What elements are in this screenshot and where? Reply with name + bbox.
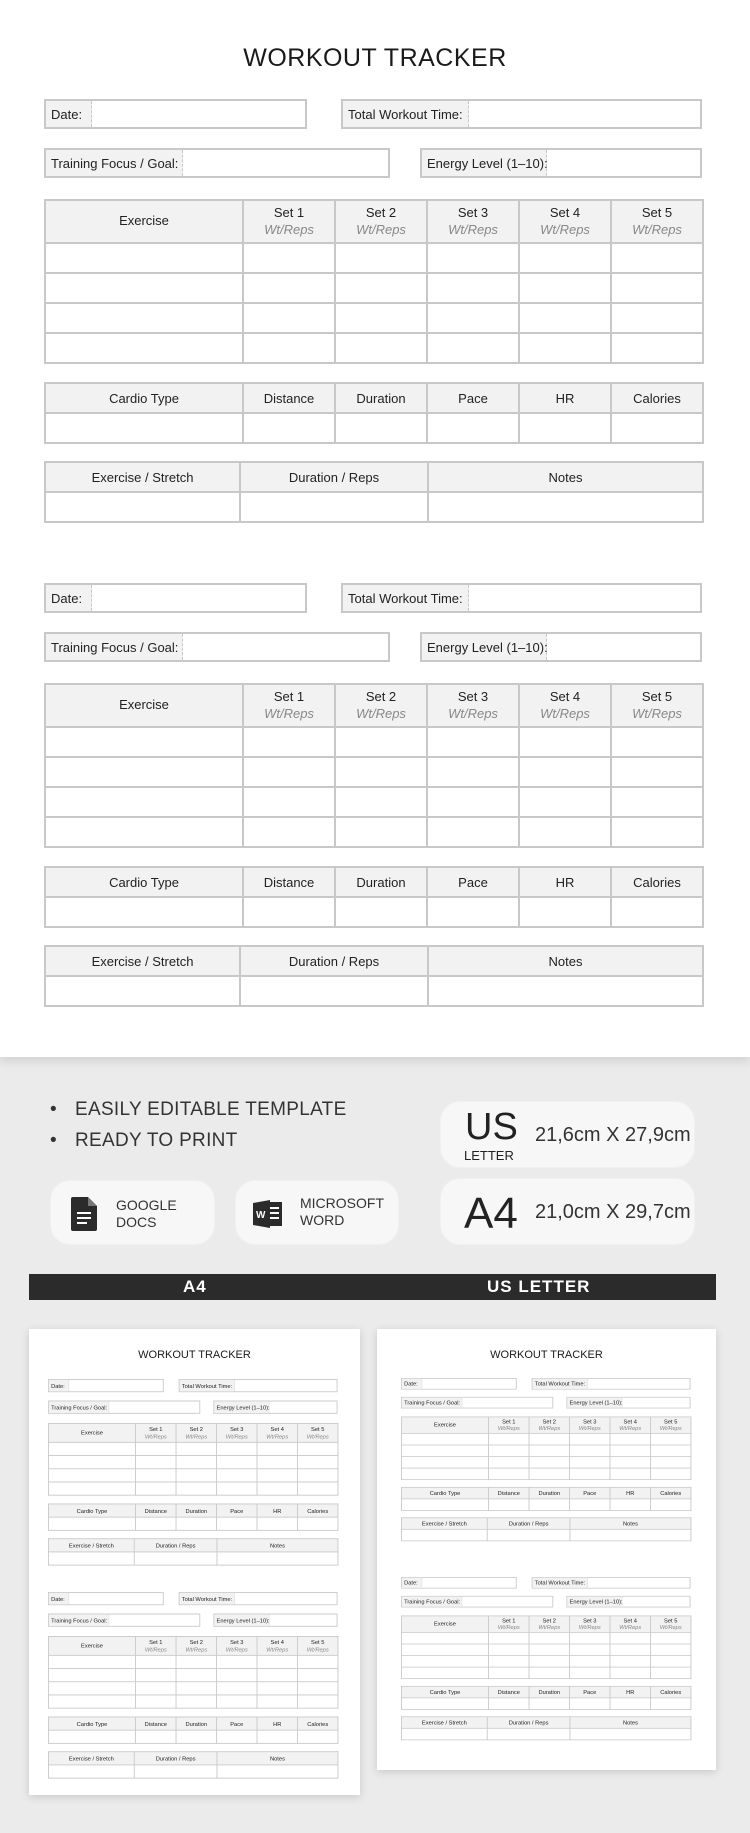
- date-label: Date:: [46, 101, 92, 127]
- energy-field[interactable]: [420, 632, 702, 662]
- stretch-table: [401, 1716, 691, 1740]
- focus-input[interactable]: [462, 1398, 552, 1408]
- size-dimensions: 21,6cm X 27,9cm: [535, 1124, 691, 1146]
- stretch-table: [44, 945, 704, 1007]
- focus-label: Training Focus / Goal:: [49, 1401, 109, 1412]
- pace-header: Pace: [217, 1504, 257, 1517]
- exercise-table: [48, 1423, 338, 1496]
- pace-header: Pace: [570, 1686, 610, 1698]
- total-time-label: Total Workout Time:: [533, 1379, 588, 1389]
- stretch-table: [48, 1751, 338, 1778]
- date-field[interactable]: [401, 1378, 517, 1390]
- table-row[interactable]: [48, 1482, 338, 1495]
- total-time-field[interactable]: [532, 1577, 691, 1589]
- table-row[interactable]: [48, 1456, 338, 1469]
- notes-header: Notes: [570, 1518, 691, 1530]
- calories-header: Calories: [650, 1686, 690, 1698]
- total-time-field[interactable]: [179, 1379, 338, 1392]
- table-row[interactable]: [401, 1529, 691, 1541]
- focus-input[interactable]: [183, 634, 388, 660]
- table-row[interactable]: [401, 1499, 691, 1511]
- hr-header: HR: [257, 1504, 297, 1517]
- set-header: Set 3 Wt/Reps: [570, 1616, 610, 1633]
- total-time-input[interactable]: [235, 1593, 337, 1604]
- cardio-type-header: Cardio Type: [401, 1487, 488, 1499]
- set-header: Set 1 Wt/Reps: [489, 1417, 529, 1434]
- table-row[interactable]: [45, 817, 703, 847]
- table-row[interactable]: [401, 1698, 691, 1710]
- table-row[interactable]: [45, 273, 703, 303]
- table-row[interactable]: [401, 1728, 691, 1740]
- focus-field[interactable]: [48, 1401, 200, 1414]
- distance-header: Distance: [136, 1717, 176, 1730]
- set-header: Set 1 Wt/Reps: [136, 1636, 176, 1655]
- focus-label: Training Focus / Goal:: [49, 1614, 109, 1625]
- duration-header: Duration: [335, 383, 427, 413]
- table-row[interactable]: [45, 303, 703, 333]
- focus-label: Training Focus / Goal:: [402, 1597, 462, 1607]
- set-header: Set 4 Wt/Reps: [519, 684, 611, 727]
- google-docs-icon: [71, 1197, 97, 1231]
- svg-text:W: W: [256, 1210, 266, 1221]
- notes-header: Notes: [570, 1717, 691, 1729]
- date-field[interactable]: [48, 1379, 164, 1392]
- set-header: Set 3 Wt/Reps: [427, 200, 519, 243]
- table-row[interactable]: [48, 1765, 338, 1778]
- duration-reps-header: Duration / Reps: [487, 1518, 570, 1530]
- pace-header: Pace: [217, 1717, 257, 1730]
- total-time-label: Total Workout Time:: [533, 1578, 588, 1588]
- table-row[interactable]: [401, 1457, 691, 1469]
- tracker-block-1: [44, 99, 704, 522]
- duration-header: Duration: [335, 867, 427, 897]
- date-input[interactable]: [422, 1379, 516, 1389]
- energy-input[interactable]: [622, 1597, 689, 1607]
- table-header-row: [48, 1752, 338, 1765]
- total-time-field[interactable]: [341, 99, 702, 129]
- table-row[interactable]: [45, 976, 703, 1006]
- size-name: A4: [464, 1189, 518, 1238]
- set-header: Set 3 Wt/Reps: [570, 1417, 610, 1434]
- pace-header: Pace: [570, 1487, 610, 1499]
- date-input[interactable]: [69, 1380, 163, 1391]
- preview-block: [401, 1577, 691, 1740]
- set-header: Set 4 Wt/Reps: [519, 200, 611, 243]
- focus-field[interactable]: [401, 1596, 553, 1608]
- energy-field[interactable]: [213, 1614, 337, 1627]
- date-input[interactable]: [92, 585, 305, 611]
- table-header-row: [401, 1487, 691, 1499]
- set-header: Set 5 Wt/Reps: [297, 1636, 337, 1655]
- duration-header: Duration: [176, 1717, 216, 1730]
- table-row[interactable]: [45, 243, 703, 273]
- total-time-label: Total Workout Time:: [180, 1593, 235, 1604]
- set-header: Set 2 Wt/Reps: [335, 200, 427, 243]
- energy-label: Energy Level (1–10):: [567, 1597, 622, 1607]
- energy-field[interactable]: [213, 1401, 337, 1414]
- duration-header: Duration: [176, 1504, 216, 1517]
- total-time-label: Total Workout Time:: [343, 585, 469, 611]
- focus-field[interactable]: [44, 632, 390, 662]
- table-row[interactable]: [48, 1552, 338, 1565]
- total-time-field[interactable]: [341, 583, 702, 613]
- cardio-table: [48, 1717, 338, 1744]
- exercise-table: [44, 683, 704, 848]
- cardio-type-header: Cardio Type: [401, 1686, 488, 1698]
- total-time-input[interactable]: [235, 1380, 337, 1391]
- calories-header: Calories: [297, 1504, 337, 1517]
- table-row[interactable]: [48, 1655, 338, 1668]
- cardio-table: [401, 1487, 691, 1511]
- us-letter-size-card: [440, 1101, 695, 1168]
- exercise-header: Exercise: [45, 684, 243, 727]
- energy-label: Energy Level (1–10):: [422, 150, 547, 176]
- focus-input[interactable]: [109, 1614, 199, 1625]
- date-field[interactable]: [401, 1577, 517, 1589]
- table-row[interactable]: [48, 1682, 338, 1695]
- energy-input[interactable]: [269, 1401, 336, 1412]
- set-header: Set 1 Wt/Reps: [243, 200, 335, 243]
- set-header: Set 2 Wt/Reps: [176, 1423, 216, 1442]
- a4-preview: [29, 1329, 360, 1795]
- notes-header: Notes: [428, 462, 703, 492]
- focus-label: Training Focus / Goal:: [46, 150, 183, 176]
- set-header: Set 3 Wt/Reps: [217, 1636, 257, 1655]
- a4-size-card: [440, 1178, 695, 1245]
- exercise-header: Exercise: [48, 1423, 135, 1442]
- table-header-row: [401, 1686, 691, 1698]
- set-header: Set 3 Wt/Reps: [427, 684, 519, 727]
- exercise-table: [401, 1417, 691, 1481]
- set-header: Set 2 Wt/Reps: [529, 1616, 569, 1633]
- table-header-row: [45, 867, 703, 897]
- table-header-row: [48, 1539, 338, 1552]
- exercise-header: Exercise: [401, 1616, 488, 1633]
- set-header: Set 1 Wt/Reps: [243, 684, 335, 727]
- total-time-label: Total Workout Time:: [180, 1380, 235, 1391]
- focus-field[interactable]: [44, 148, 390, 178]
- table-row[interactable]: [45, 727, 703, 757]
- exercise-header: Exercise: [401, 1417, 488, 1434]
- exercise-table: [44, 199, 704, 364]
- table-header-row: [45, 200, 703, 243]
- stretch-table: [401, 1517, 691, 1541]
- table-row[interactable]: [48, 1442, 338, 1455]
- hr-header: HR: [610, 1686, 650, 1698]
- date-field[interactable]: [44, 99, 307, 129]
- tracker-block-2: [44, 583, 704, 1006]
- total-time-input[interactable]: [588, 1578, 690, 1588]
- cardio-type-header: Cardio Type: [45, 383, 243, 413]
- format-bar: [29, 1274, 716, 1300]
- set-header: Set 4 Wt/Reps: [610, 1616, 650, 1633]
- duration-reps-header: Duration / Reps: [240, 946, 428, 976]
- focus-label: Training Focus / Goal:: [402, 1398, 462, 1408]
- distance-header: Distance: [489, 1487, 529, 1499]
- table-row[interactable]: [401, 1468, 691, 1480]
- cardio-type-header: Cardio Type: [45, 867, 243, 897]
- focus-input[interactable]: [462, 1597, 552, 1607]
- hr-header: HR: [519, 867, 611, 897]
- date-input[interactable]: [92, 101, 305, 127]
- table-row[interactable]: [48, 1669, 338, 1682]
- set-header: Set 5 Wt/Reps: [650, 1616, 690, 1633]
- table-row[interactable]: [401, 1445, 691, 1457]
- calories-header: Calories: [611, 383, 703, 413]
- exercise-table: [48, 1636, 338, 1709]
- date-label: Date:: [49, 1380, 69, 1391]
- notes-header: Notes: [428, 946, 703, 976]
- energy-label: Energy Level (1–10):: [214, 1401, 269, 1412]
- table-header-row: [48, 1423, 338, 1442]
- energy-input[interactable]: [547, 634, 700, 660]
- cardio-table: [48, 1504, 338, 1531]
- duration-reps-header: Duration / Reps: [134, 1752, 217, 1765]
- table-header-row: [48, 1636, 338, 1655]
- set-header: Set 2 Wt/Reps: [529, 1417, 569, 1434]
- stretch-header: Exercise / Stretch: [48, 1752, 134, 1765]
- word-icon: [253, 1199, 283, 1229]
- duration-header: Duration: [529, 1686, 569, 1698]
- set-header: Set 4 Wt/Reps: [610, 1417, 650, 1434]
- us-letter-heading: US LETTER: [487, 1277, 591, 1296]
- set-header: Set 4 Wt/Reps: [257, 1636, 297, 1655]
- date-input[interactable]: [422, 1578, 516, 1588]
- table-header-row: [48, 1504, 338, 1517]
- distance-header: Distance: [136, 1504, 176, 1517]
- notes-header: Notes: [217, 1752, 338, 1765]
- date-input[interactable]: [69, 1593, 163, 1604]
- date-field[interactable]: [44, 583, 307, 613]
- google-docs-label: GOOGLE DOCS: [116, 1197, 177, 1230]
- table-row[interactable]: [45, 787, 703, 817]
- table-row[interactable]: [45, 897, 703, 927]
- focus-field[interactable]: [48, 1614, 200, 1627]
- a4-heading: A4: [183, 1277, 207, 1296]
- date-label: Date:: [402, 1379, 422, 1389]
- preview-block: [48, 1379, 338, 1565]
- table-row[interactable]: [48, 1517, 338, 1530]
- size-subname: LETTER: [464, 1148, 514, 1163]
- table-row[interactable]: [45, 413, 703, 443]
- calories-header: Calories: [611, 867, 703, 897]
- focus-label: Training Focus / Goal:: [46, 634, 183, 660]
- focus-input[interactable]: [183, 150, 388, 176]
- stretch-table: [48, 1538, 338, 1565]
- exercise-table: [401, 1616, 691, 1680]
- set-header: Set 1 Wt/Reps: [489, 1616, 529, 1633]
- duration-reps-header: Duration / Reps: [487, 1717, 570, 1729]
- duration-reps-header: Duration / Reps: [240, 462, 428, 492]
- table-header-row: [45, 462, 703, 492]
- table-header-row: [45, 383, 703, 413]
- google-docs-card: [50, 1180, 215, 1245]
- table-header-row: [45, 684, 703, 727]
- set-header: Set 5 Wt/Reps: [650, 1417, 690, 1434]
- total-time-input[interactable]: [588, 1379, 690, 1389]
- cardio-table: [44, 866, 704, 928]
- energy-field[interactable]: [566, 1596, 690, 1608]
- table-row[interactable]: [401, 1644, 691, 1656]
- table-header-row: [401, 1616, 691, 1633]
- table-header-row: [401, 1518, 691, 1530]
- table-row[interactable]: [401, 1632, 691, 1644]
- word-label: MICROSOFT WORD: [300, 1195, 384, 1228]
- focus-field[interactable]: [401, 1397, 553, 1409]
- table-row[interactable]: [401, 1667, 691, 1679]
- cardio-type-header: Cardio Type: [48, 1717, 135, 1730]
- page-title: WORKOUT TRACKER: [243, 44, 507, 72]
- set-header: Set 3 Wt/Reps: [217, 1423, 257, 1442]
- energy-label: Energy Level (1–10):: [214, 1614, 269, 1625]
- energy-label: Energy Level (1–10):: [422, 634, 547, 660]
- preview-title: WORKOUT TRACKER: [490, 1349, 603, 1361]
- date-label: Date:: [46, 585, 92, 611]
- stretch-header: Exercise / Stretch: [401, 1518, 487, 1530]
- exercise-header: Exercise: [48, 1636, 135, 1655]
- table-header-row: [48, 1717, 338, 1730]
- date-field[interactable]: [48, 1592, 164, 1605]
- cardio-table: [44, 382, 704, 444]
- table-row[interactable]: [45, 333, 703, 363]
- table-row[interactable]: [45, 757, 703, 787]
- hr-header: HR: [610, 1487, 650, 1499]
- set-header: Set 2 Wt/Reps: [176, 1636, 216, 1655]
- energy-input[interactable]: [269, 1614, 336, 1625]
- feature-item: • READY TO PRINT: [52, 1130, 238, 1152]
- stretch-header: Exercise / Stretch: [45, 946, 240, 976]
- energy-field[interactable]: [420, 148, 702, 178]
- stretch-table: [44, 461, 704, 523]
- total-time-input[interactable]: [469, 585, 700, 611]
- table-row[interactable]: [48, 1695, 338, 1708]
- duration-header: Duration: [529, 1487, 569, 1499]
- feature-item: • EASILY EDITABLE TEMPLATE: [52, 1099, 347, 1121]
- energy-input[interactable]: [547, 150, 700, 176]
- total-time-input[interactable]: [469, 101, 700, 127]
- size-dimensions: 21,0cm X 29,7cm: [535, 1201, 691, 1223]
- stretch-header: Exercise / Stretch: [45, 462, 240, 492]
- preview-block: [48, 1592, 338, 1778]
- table-row[interactable]: [48, 1469, 338, 1482]
- set-header: Set 5 Wt/Reps: [611, 684, 703, 727]
- table-header-row: [401, 1717, 691, 1729]
- table-header-row: [401, 1417, 691, 1434]
- calories-header: Calories: [650, 1487, 690, 1499]
- size-name: US: [465, 1106, 518, 1148]
- us-letter-preview: [377, 1329, 716, 1770]
- energy-input[interactable]: [622, 1398, 689, 1408]
- set-header: Set 4 Wt/Reps: [257, 1423, 297, 1442]
- pace-header: Pace: [427, 867, 519, 897]
- energy-label: Energy Level (1–10):: [567, 1398, 622, 1408]
- calories-header: Calories: [297, 1717, 337, 1730]
- energy-field[interactable]: [566, 1397, 690, 1409]
- duration-reps-header: Duration / Reps: [134, 1539, 217, 1552]
- word-card: [235, 1180, 399, 1245]
- hr-header: HR: [519, 383, 611, 413]
- stretch-header: Exercise / Stretch: [48, 1539, 134, 1552]
- date-label: Date:: [402, 1578, 422, 1588]
- total-time-label: Total Workout Time:: [343, 101, 469, 127]
- table-row[interactable]: [401, 1433, 691, 1445]
- table-row[interactable]: [45, 492, 703, 522]
- preview-title: WORKOUT TRACKER: [138, 1349, 251, 1361]
- exercise-header: Exercise: [45, 200, 243, 243]
- set-header: Set 5 Wt/Reps: [611, 200, 703, 243]
- date-label: Date:: [49, 1593, 69, 1604]
- set-header: Set 1 Wt/Reps: [136, 1423, 176, 1442]
- cardio-type-header: Cardio Type: [48, 1504, 135, 1517]
- cardio-table: [401, 1686, 691, 1710]
- stretch-header: Exercise / Stretch: [401, 1717, 487, 1729]
- set-header: Set 5 Wt/Reps: [297, 1423, 337, 1442]
- distance-header: Distance: [243, 383, 335, 413]
- hr-header: HR: [257, 1717, 297, 1730]
- distance-header: Distance: [243, 867, 335, 897]
- preview-block: [401, 1378, 691, 1541]
- total-time-field[interactable]: [179, 1592, 338, 1605]
- distance-header: Distance: [489, 1686, 529, 1698]
- total-time-field[interactable]: [532, 1378, 691, 1390]
- table-header-row: [45, 946, 703, 976]
- focus-input[interactable]: [109, 1401, 199, 1412]
- set-header: Set 2 Wt/Reps: [335, 684, 427, 727]
- notes-header: Notes: [217, 1539, 338, 1552]
- pace-header: Pace: [427, 383, 519, 413]
- table-row[interactable]: [401, 1656, 691, 1668]
- table-row[interactable]: [48, 1730, 338, 1743]
